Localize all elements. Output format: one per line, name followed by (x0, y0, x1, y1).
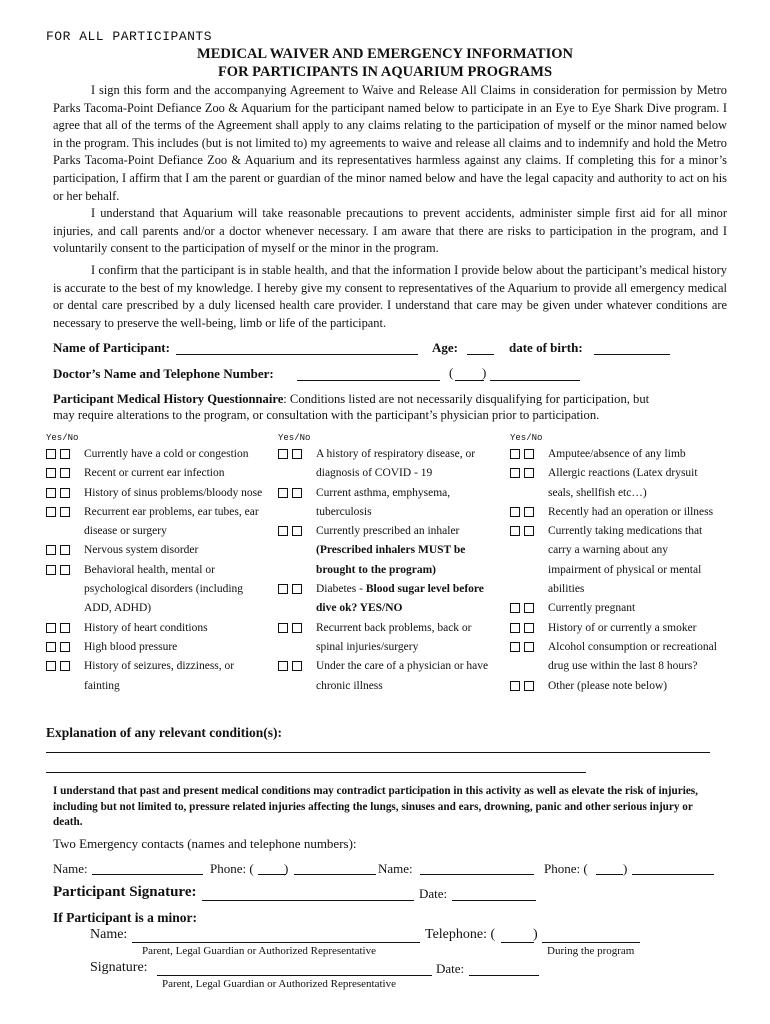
dob-label: date of birth: (509, 340, 583, 355)
guardian-name-field[interactable] (132, 942, 420, 943)
checkbox-yes[interactable] (278, 526, 288, 536)
doctor-label: Doctor’s Name and Telephone Number: (53, 366, 274, 381)
condition-label: History of or currently a smoker (548, 621, 697, 634)
condition-label: Recurrent ear problems, ear tubes, ear (84, 505, 259, 518)
guardian-date-label: Date: (436, 961, 465, 976)
condition-label-continued: carry a warning about any (548, 544, 669, 557)
condition-item (46, 561, 278, 619)
age-label: Age: (432, 340, 458, 355)
condition-label: Currently taking medications that (548, 525, 703, 538)
header-tag: FOR ALL PARTICIPANTS (46, 29, 213, 44)
checkbox-no[interactable] (524, 468, 534, 478)
checkbox-yes[interactable] (510, 603, 520, 613)
condition-item (510, 677, 742, 696)
condition-item (46, 484, 278, 503)
age-field[interactable] (467, 354, 494, 355)
participant-date-field[interactable] (452, 900, 536, 901)
doctor-area-code-field[interactable] (455, 380, 484, 381)
explanation-line-2[interactable] (46, 772, 586, 773)
condition-label: Behavioral health, mental or (84, 563, 215, 576)
condition-item (278, 484, 510, 523)
explanation-label: Explanation of any relevant condition(s): (46, 725, 283, 740)
condition-label-continued: chronic illness (316, 679, 383, 692)
checkbox-no[interactable] (292, 584, 302, 594)
participant-signature-label: Participant Signature: (53, 884, 197, 900)
condition-label-continued: seals, shellfish etc…) (548, 486, 647, 499)
questionnaire-subtext-1: : Conditions listed are not necessarily disqualifying for participation, but (283, 392, 650, 406)
guardian-name-label: Name: (90, 927, 128, 942)
condition-label: History of seizures, dizziness, or (84, 660, 235, 673)
checkbox-no[interactable] (524, 603, 534, 613)
checkbox-no[interactable] (292, 488, 302, 498)
condition-label: Currently have a cold or congestion (84, 448, 249, 460)
checkbox-yes[interactable] (46, 488, 56, 498)
guardian-date-field[interactable] (469, 975, 539, 976)
condition-label: Allergic reactions (Latex drysuit (548, 467, 698, 480)
checkbox-no[interactable] (60, 488, 70, 498)
condition-label-continued: tuberculosis (316, 505, 372, 518)
checkbox-yes[interactable] (46, 449, 56, 459)
condition-label: Currently pregnant (548, 602, 636, 615)
emergency-contacts-heading: Two Emergency contacts (names and telephone numbers): (53, 836, 357, 851)
checkbox-yes[interactable] (278, 488, 288, 498)
condition-label-continued: drug use within the last 8 hours? (548, 660, 698, 673)
checkbox-yes[interactable] (46, 545, 56, 555)
checkbox-yes[interactable] (278, 584, 288, 594)
guardian-signature-label: Signature: (90, 960, 148, 975)
checkbox-no[interactable] (524, 507, 534, 517)
condition-label: Under the care of a physician or have (316, 660, 489, 673)
checkbox-no[interactable] (60, 507, 70, 517)
during-program-caption: During the program (547, 945, 635, 957)
condition-label-continued: impairment of physical or mental (548, 563, 702, 576)
condition-label-continued: (Prescribed inhalers MUST be (316, 544, 466, 557)
condition-label: Diabetes - Blood sugar level before (316, 583, 484, 596)
condition-item (46, 619, 278, 638)
guardian-area-code-field[interactable] (501, 942, 534, 943)
condition-label: History of heart conditions (84, 621, 208, 634)
checkbox-yes[interactable] (510, 449, 520, 459)
checkbox-yes[interactable] (510, 681, 520, 691)
emergency-name-label-2: Name: (378, 861, 413, 876)
condition-label-continued: dive ok? YES/NO (316, 602, 403, 615)
participant-name-label: Name of Participant: (53, 340, 170, 355)
condition-label: Amputee/absence of any limb (548, 448, 686, 460)
checkbox-yes[interactable] (278, 449, 288, 459)
checkbox-no[interactable] (292, 526, 302, 536)
checkbox-yes[interactable] (46, 468, 56, 478)
checkbox-yes[interactable] (46, 507, 56, 517)
questionnaire-heading: Participant Medical History Questionnaire (53, 392, 284, 406)
checkbox-no[interactable] (524, 642, 534, 652)
condition-label: Alcohol consumption or recreational (548, 640, 717, 653)
checkbox-no[interactable] (292, 661, 302, 671)
condition-item (46, 445, 278, 464)
condition-label-continued: ADD, ADHD) (84, 602, 152, 615)
checkbox-no[interactable] (60, 623, 70, 633)
checkbox-yes[interactable] (46, 661, 56, 671)
condition-label: A history of respiratory disease, or (316, 448, 476, 460)
condition-item (510, 445, 742, 464)
questionnaire-column-2 (278, 445, 510, 696)
guardian-telephone-field[interactable] (542, 942, 640, 943)
checkbox-yes[interactable] (278, 661, 288, 671)
condition-label-continued: psychological disorders (including (84, 583, 244, 596)
questionnaire-column-1 (46, 445, 278, 696)
doctor-name-field[interactable] (297, 380, 440, 381)
condition-item (46, 503, 278, 542)
parent-caption: Parent, Legal Guardian or Authorized Representative (142, 945, 376, 957)
checkbox-no[interactable] (292, 623, 302, 633)
condition-label: High blood pressure (84, 640, 178, 653)
yes-no-header-col2: Yes/No (278, 433, 311, 443)
form-title-line2: FOR PARTICIPANTS IN AQUARIUM PROGRAMS (217, 64, 553, 80)
condition-item (510, 619, 742, 638)
condition-label: Current asthma, emphysema, (316, 486, 451, 499)
guardian-signature-field[interactable] (157, 975, 432, 976)
condition-label-continued: abilities (548, 583, 585, 596)
checkbox-no[interactable] (60, 545, 70, 555)
emergency-name-label-1: Name: (53, 861, 88, 876)
condition-item (46, 657, 278, 696)
checkbox-yes[interactable] (510, 507, 520, 517)
dob-field[interactable] (594, 354, 670, 355)
condition-label: Recurrent back problems, back or (316, 621, 472, 634)
condition-item (510, 522, 742, 599)
condition-label: Nervous system disorder (84, 544, 199, 557)
checkbox-no[interactable] (60, 565, 70, 575)
questionnaire-subtext-2: may require alterations to the program, or consultation with the participant’s physician prior to participation. (53, 408, 600, 422)
emergency-area-code-field-2[interactable] (596, 874, 623, 875)
condition-item (278, 619, 510, 658)
condition-item (278, 522, 510, 580)
condition-label-continued: fainting (84, 679, 120, 692)
emergency-area-code-field-1[interactable] (258, 874, 286, 875)
checkbox-yes[interactable] (510, 468, 520, 478)
emergency-close-paren-1: ) (284, 861, 289, 876)
participant-signature-field[interactable] (202, 900, 414, 901)
doctor-area-open-paren: ( (449, 365, 454, 380)
emergency-name-field-2[interactable] (420, 874, 534, 875)
emergency-close-paren-2: ) (623, 861, 628, 876)
form-title-line1: MEDICAL WAIVER AND EMERGENCY INFORMATION (197, 46, 573, 62)
condition-label-continued: diagnosis of COVID - 19 (316, 467, 433, 480)
consent-paragraph-3: I confirm that the participant is in stable health, and that the information I provide below about the participant’s medical history is accurate to the best of my knowledge. I hereby give my consent to representatives of the Aquarium to provide all emergency medical or dental care prescribed by a duly licensed health care provider. I understand that care may be given under whatever conditions are necessary to preserve the well-being, limb or life of the participant. (53, 263, 727, 330)
checkbox-yes[interactable] (278, 623, 288, 633)
participant-date-label: Date: (419, 886, 448, 901)
checkbox-no[interactable] (60, 468, 70, 478)
guardian-close-paren: ) (533, 927, 538, 942)
emergency-name-field-1[interactable] (92, 874, 203, 875)
emergency-phone-field-1[interactable] (294, 874, 376, 875)
checkbox-yes[interactable] (46, 623, 56, 633)
guardian-telephone-label: Telephone: ( (425, 927, 496, 942)
checkbox-yes[interactable] (510, 642, 520, 652)
condition-label: Currently prescribed an inhaler (316, 525, 460, 538)
checkbox-no[interactable] (524, 623, 534, 633)
doctor-area-close-paren: ) (482, 365, 487, 380)
condition-item (46, 638, 278, 657)
yes-no-header-col3: Yes/No (510, 433, 543, 443)
parent-caption-2: Parent, Legal Guardian or Authorized Representative (162, 978, 396, 990)
condition-item (278, 445, 510, 484)
condition-label: Other (please note below) (548, 679, 668, 692)
condition-item (46, 464, 278, 483)
condition-label-continued: spinal injuries/surgery (316, 640, 419, 653)
condition-item (278, 657, 510, 696)
condition-label: Recent or current ear infection (84, 467, 225, 480)
emergency-phone-label-1: Phone: ( (210, 861, 254, 876)
risk-statement: I understand that past and present medical conditions may contradict participation in this activity as well as elevate the risk of injuries, including but not limited to, pressure related injuries affecting the lungs, sinuses and ears, drowning, panic and other serious injury or death. (53, 785, 698, 828)
checkbox-no[interactable] (60, 642, 70, 652)
condition-item (510, 503, 742, 522)
minor-heading: If Participant is a minor: (53, 910, 197, 925)
checkbox-no[interactable] (524, 526, 534, 536)
condition-item (510, 638, 742, 677)
condition-label: History of sinus problems/bloody nose (84, 486, 263, 499)
checkbox-yes[interactable] (46, 642, 56, 652)
emergency-phone-label-2: Phone: ( (544, 861, 588, 876)
checkbox-yes[interactable] (510, 623, 520, 633)
condition-item (510, 599, 742, 618)
checkbox-no[interactable] (292, 449, 302, 459)
questionnaire-column-3 (510, 445, 742, 696)
consent-paragraph-2: I understand that Aquarium will take reasonable precautions to prevent accidents, administer simple first aid for all minor injuries, and call parents and/or a doctor whenever necessary. I am aware that there are risks to participation in the program, and I voluntarily consent to the participation of myself or the minor in the program. (53, 206, 727, 256)
condition-label: Recently had an operation or illness (548, 505, 714, 518)
condition-label-continued: brought to the program) (316, 563, 437, 576)
checkbox-no[interactable] (60, 449, 70, 459)
emergency-phone-field-2[interactable] (632, 874, 714, 875)
checkbox-no[interactable] (60, 661, 70, 671)
checkbox-no[interactable] (524, 449, 534, 459)
consent-paragraph-1: I sign this form and the accompanying Agreement to Waive and Release All Claims in consideration for permission by Metro Parks Tacoma-Point Defiance Zoo & Aquarium for the participant named below to participate in an Eye to Eye Shark Dive program. I agree that all of the terms of the Agreement shall apply to any claims relating to the participation of myself or the minor named below in the program. This includes (but is not limited to) my agreements to waive and release all claims and to indemnify and hold the Metro Parks Tacoma-Point Defiance Zoo & Aquarium and its representatives harmless against any claims. If completing this for a minor’s participation, I affirm that I am the parent or guardian of the minor named below and have the legal capacity and authority to act on his or her behalf. (53, 83, 727, 203)
participant-name-field[interactable] (176, 354, 418, 355)
condition-label-continued: disease or surgery (84, 525, 167, 538)
checkbox-no[interactable] (524, 681, 534, 691)
condition-item (510, 464, 742, 503)
checkbox-yes[interactable] (46, 565, 56, 575)
yes-no-header-col1: Yes/No (46, 433, 79, 443)
condition-item (46, 541, 278, 560)
doctor-phone-field[interactable] (490, 380, 580, 381)
questionnaire-heading-line (53, 392, 649, 407)
checkbox-yes[interactable] (510, 526, 520, 536)
explanation-line-1[interactable] (46, 752, 710, 753)
condition-item (278, 580, 510, 619)
